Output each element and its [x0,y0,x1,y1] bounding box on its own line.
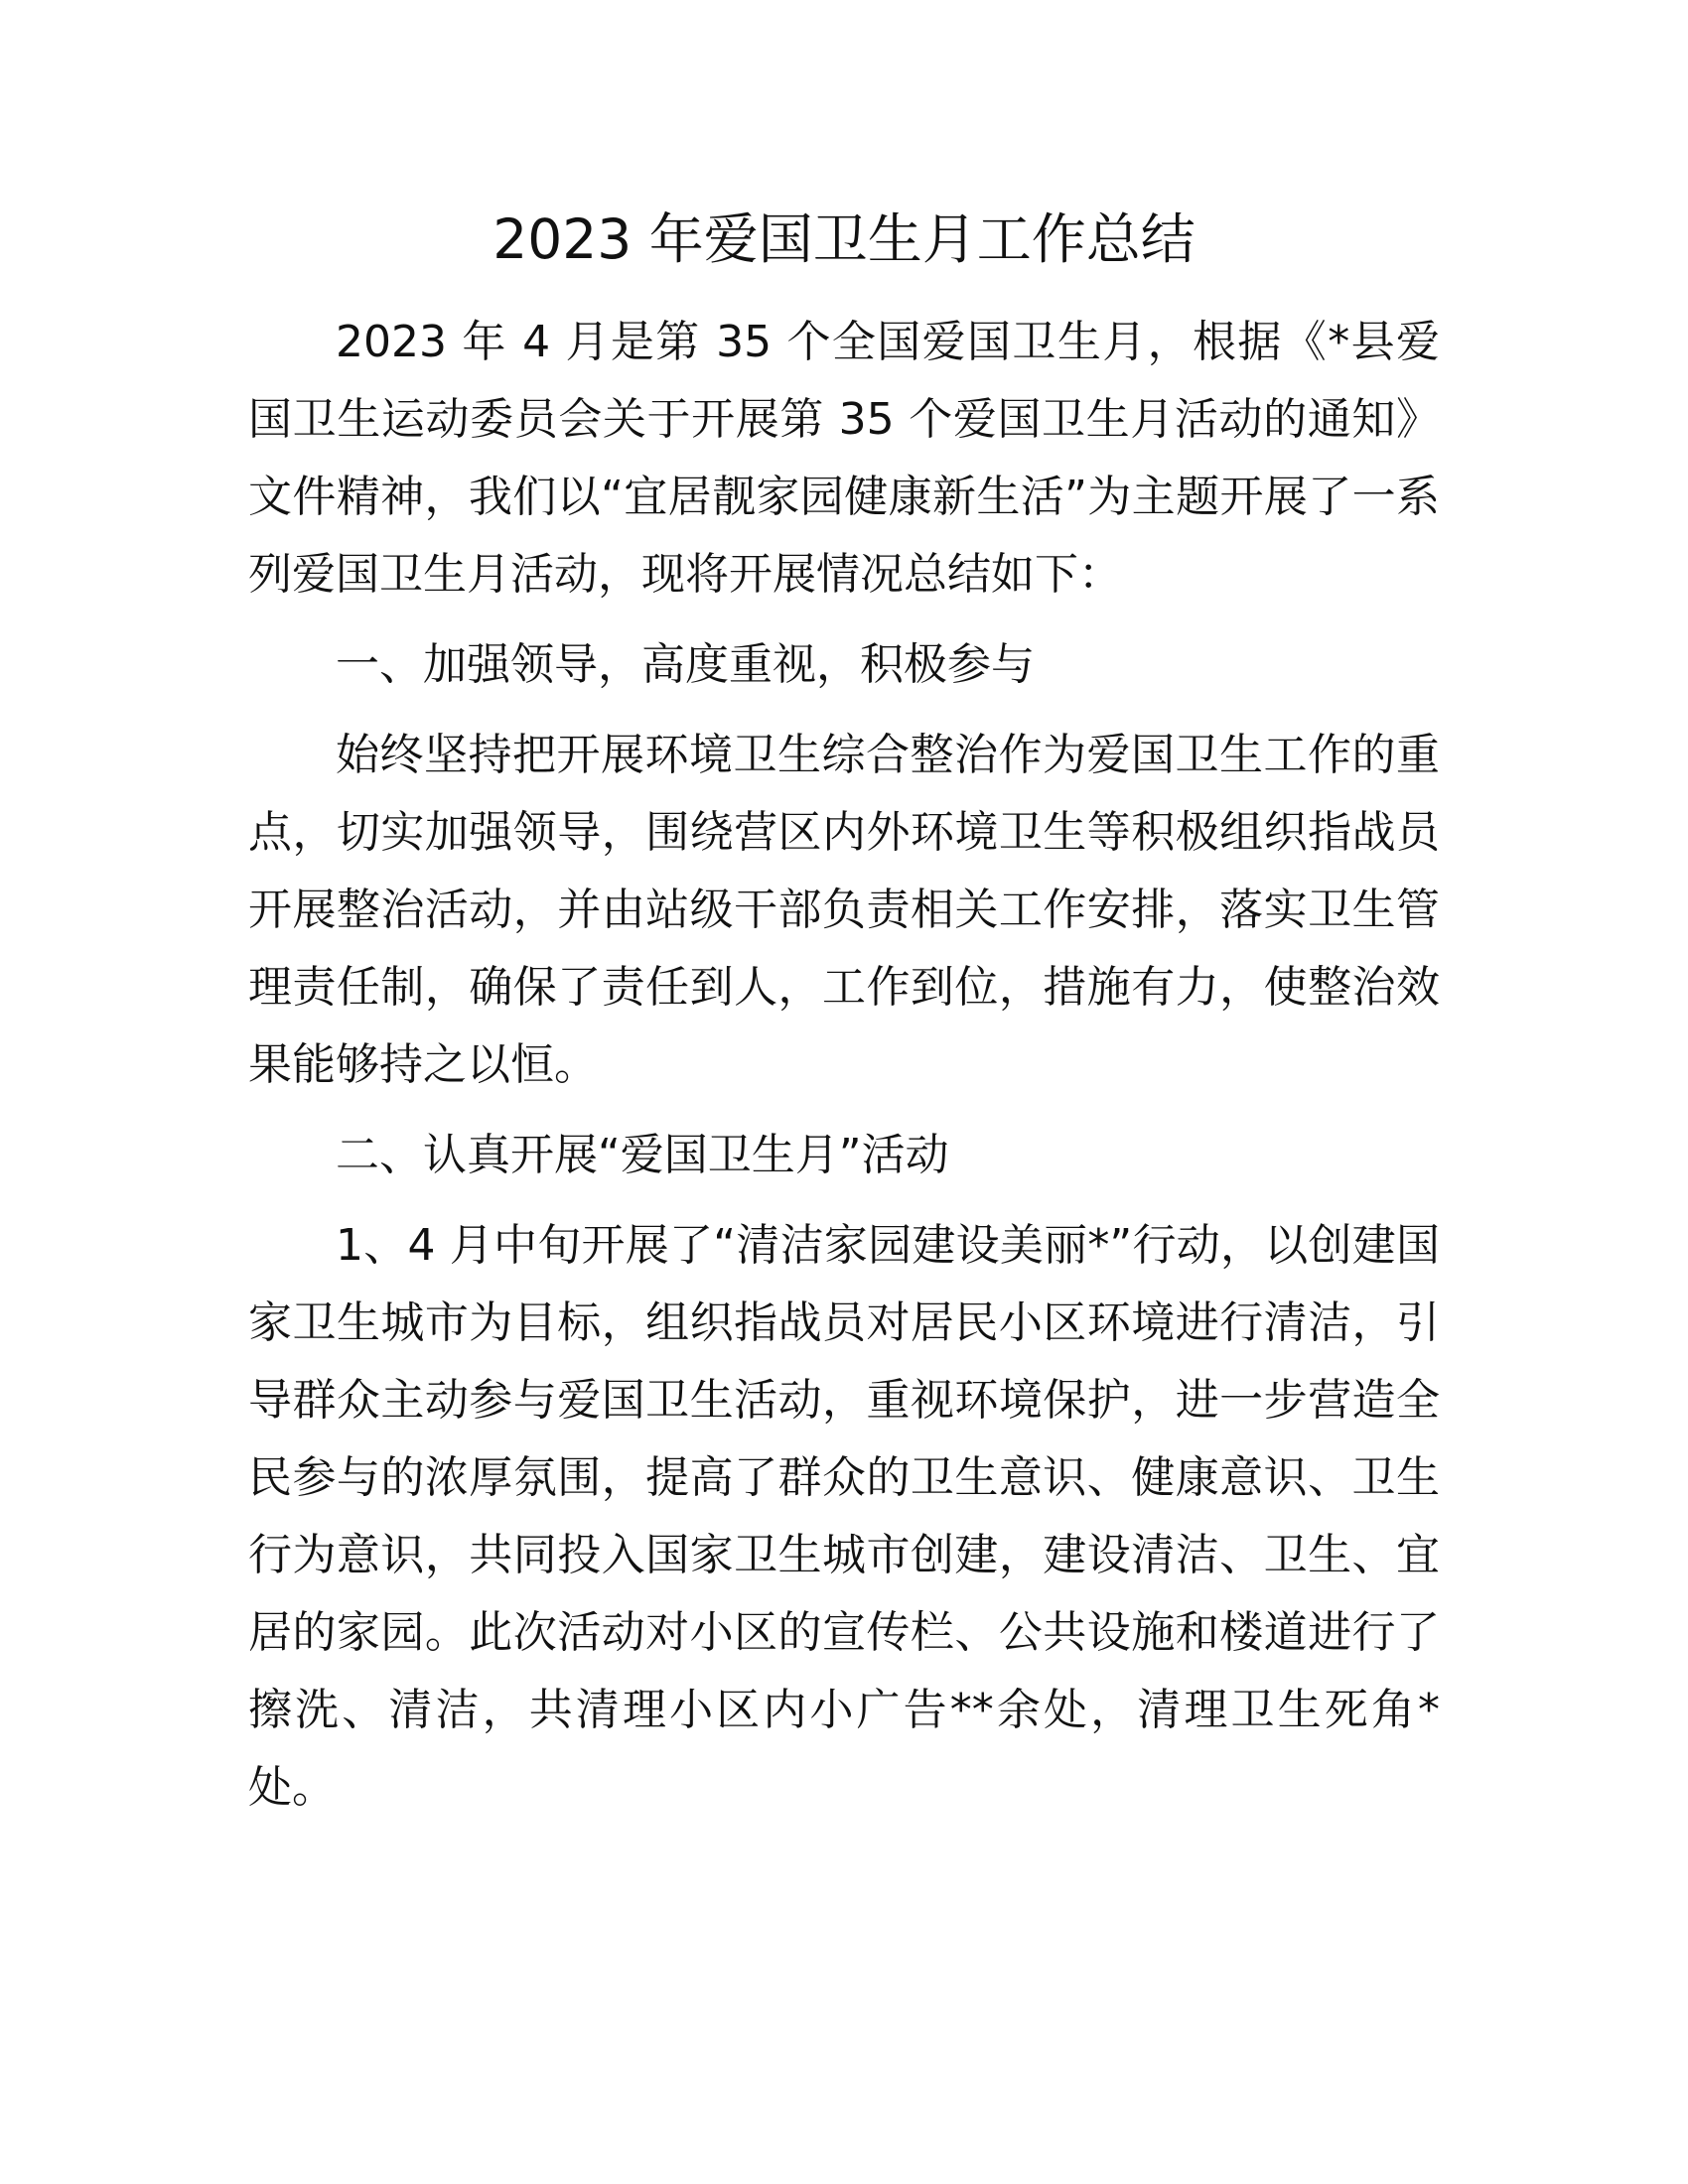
section-heading-2: 二、认真开展“爱国卫生月”活动 [336,1130,949,1180]
section-1-paragraph: 始终坚持把开展环境卫生综合整治作为爱国卫生工作的重点，切实加强领导，围绕营区内外环境卫生等积极组织指战员开展整治活动，并由站级干部负责相关工作安排，落实卫生管理责任制，确保了责任到人，工作到位，措施有力，使整治效果能够持之以恒。 [248,730,1440,1090]
document-title: 2023 年爱国卫生月工作总结 [492,207,1196,271]
section-heading-1: 一、加强领导，高度重视，积极参与 [336,639,1035,690]
section-2-item-1-paragraph: 1、4 月中旬开展了“清洁家园建设美丽*”行动，以创建国家卫生城市为目标，组织指战员对居民小区环境进行清洁，引导群众主动参与爱国卫生活动，重视环境保护，进一步营造全民参与的浓厚氛围，提高了群众的卫生意识、健康意识、卫生行为意识，共同投入国家卫生城市创建，建设清洁、卫生、宜居的家园。此次活动对小区的宣传栏、公共设施和楼道进行了擦洗、清洁，共清理小区内小广告**余处，清理卫生死角*处。 [248,1220,1440,1813]
document-body [248,304,1440,1840]
intro-paragraph: 2023 年 4 月是第 35 个全国爱国卫生月，根据《*县爱国卫生运动委员会关于开展第 35 个爱国卫生月活动的通知》文件精神，我们以“宜居靓家园健康新生活”为主题开展了一系列爱国卫生月活动，现将开展情况总结如下： [248,317,1440,600]
